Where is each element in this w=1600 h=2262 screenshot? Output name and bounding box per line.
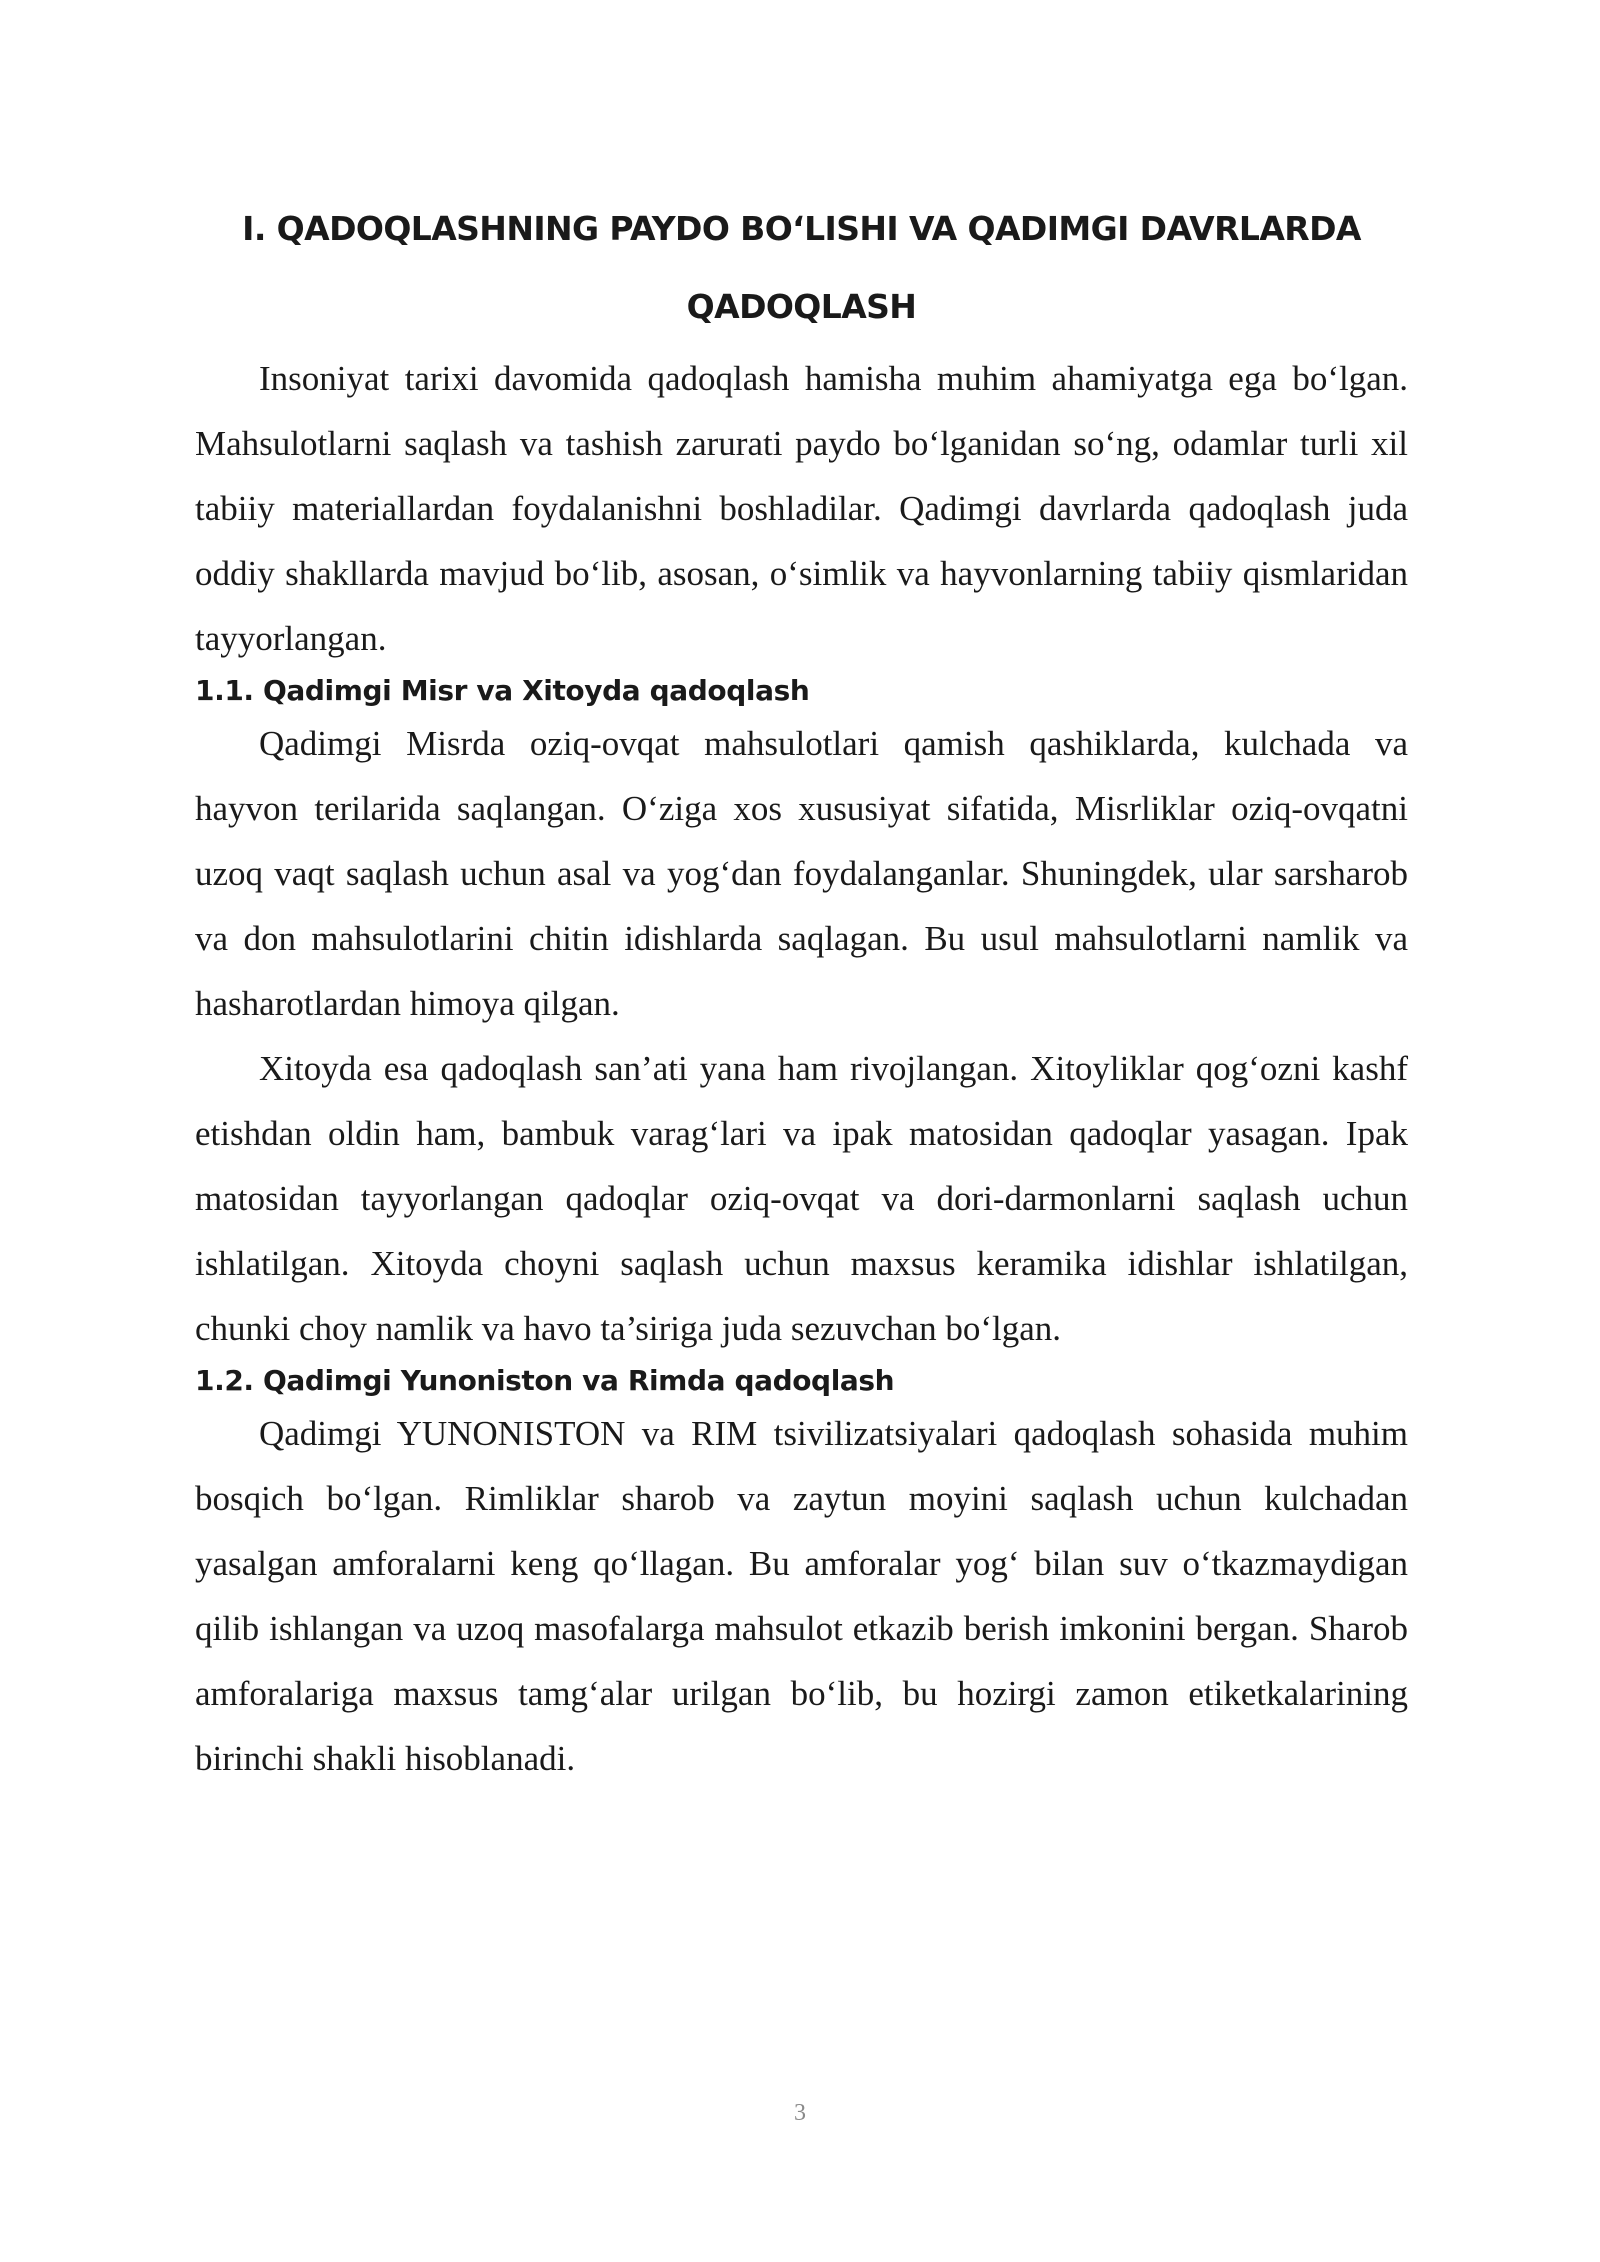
chapter-title: [195, 190, 1408, 346]
section-2-paragraph-1: Qadimgi YUNONISTON va RIM tsivilizatsiyalari qadoqlash sohasida muhim bosqich bo‘lgan. Rimliklar sharob va zaytun moyini saqlash uchun kulchadan yasalgan amforalarni keng qo‘llagan. Bu amforalar yog‘ bilan suv o‘tkazmaydigan qilib ishlangan va uzoq masofalarga mahsulot etkazib berish imkonini bergan. Sharob amforalariga maxsus tamg‘alar urilgan bo‘lib, bu hozirgi zamon etiketkalarining birinchi shakli hisoblanadi.: [195, 1414, 1408, 1778]
chapter-title-line-2: QADOQLASH: [686, 287, 917, 326]
section-heading-1-2: 1.2. Qadimgi Yunoniston va Rimda qadoqlash: [195, 1364, 895, 1397]
intro-paragraph: Insoniyat tarixi davomida qadoqlash hamisha muhim ahamiyatga ega bo‘lgan. Mahsulotlarni saqlash va tashish zarurati paydo bo‘lganidan so‘ng, odamlar turli xil tabiiy materiallardan foydalanishni boshladilar. Qadimgi davrlarda qadoqlash juda oddiy shakllarda mavjud bo‘lib, asosan, o‘simlik va hayvonlarning tabiiy qismlaridan tayyorlangan.: [195, 359, 1408, 658]
page-content: [195, 190, 1408, 1791]
section-1-paragraph-2: Xitoyda esa qadoqlash san’ati yana ham rivojlangan. Xitoyliklar qog‘ozni kashf etishdan oldin ham, bambuk varag‘lari va ipak matosidan qadoqlar yasagan. Ipak matosidan tayyorlangan qadoqlar oziq-ovqat va dori-darmonlarni saqlash uchun ishlatilgan. Xitoyda choyni saqlash uchun maxsus keramika idishlar ishlatilgan, chunki choy namlik va havo ta’siriga juda sezuvchan bo‘lgan.: [195, 1049, 1408, 1348]
section-1-paragraph-1: Qadimgi Misrda oziq-ovqat mahsulotlari qamish qashiklarda, kulchada va hayvon terilarida saqlangan. O‘ziga xos xususiyat sifatida, Misrliklar oziq-ovqatni uzoq vaqt saqlash uchun asal va yog‘dan foydalanganlar. Shuningdek, ular sarsharob va don mahsulotlarini chitin idishlarda saqlagan. Bu usul mahsulotlarni namlik va hasharotlardan himoya qilgan.: [195, 724, 1408, 1023]
page-number: 3: [794, 2100, 806, 2126]
section-heading-1-1: 1.1. Qadimgi Misr va Xitoyda qadoqlash: [195, 674, 810, 707]
chapter-title-line-1: I. QADOQLASHNING PAYDO BO‘LISHI VA QADIMGI DAVRLARDA: [242, 209, 1361, 248]
